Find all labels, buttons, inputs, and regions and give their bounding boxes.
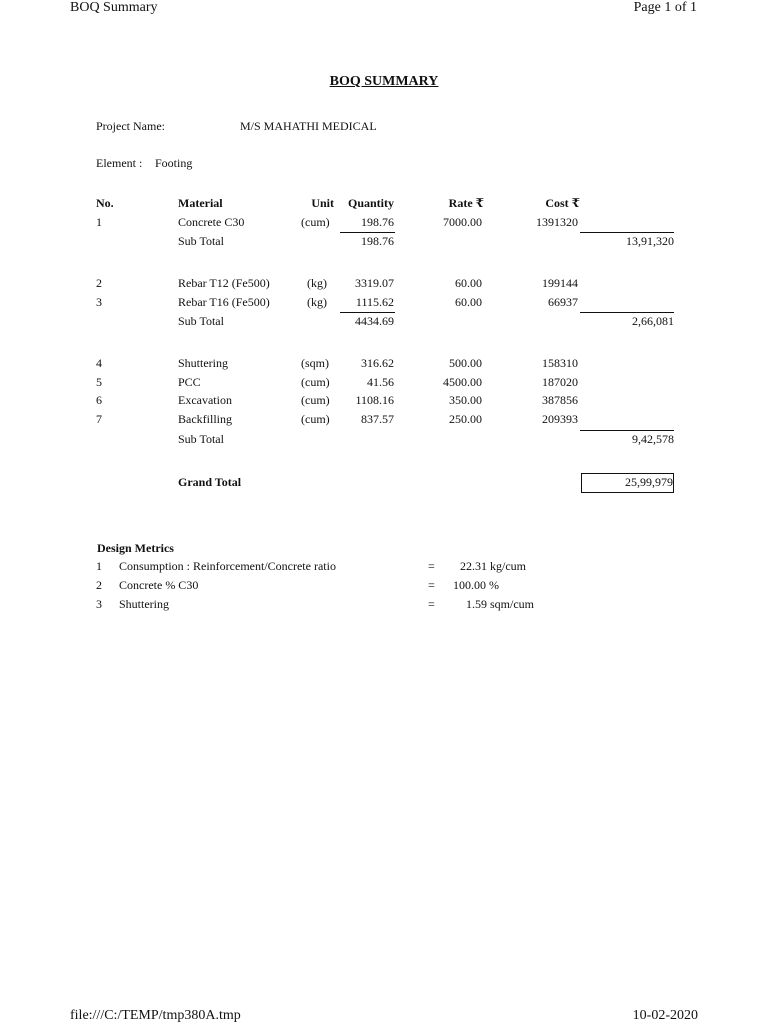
row-rate: 350.00 bbox=[449, 393, 482, 407]
row-no: 5 bbox=[96, 375, 102, 389]
row-unit: (cum) bbox=[301, 375, 330, 389]
row-cost: 209393 bbox=[542, 412, 578, 426]
row-rate: 60.00 bbox=[455, 276, 482, 290]
row-rate: 250.00 bbox=[449, 412, 482, 426]
metric-value: 1.59 sqm/cum bbox=[466, 597, 534, 611]
metric-label: Consumption : Reinforcement/Concrete ratio bbox=[119, 559, 336, 573]
element-value: Footing bbox=[155, 156, 193, 170]
row-no: 7 bbox=[96, 412, 102, 426]
row-unit: (cum) bbox=[301, 215, 330, 229]
metric-equals: = bbox=[428, 597, 435, 611]
metric-no: 2 bbox=[96, 578, 102, 592]
subtotal-label: Sub Total bbox=[178, 234, 224, 248]
project-name-value: M/S MAHATHI MEDICAL bbox=[240, 119, 377, 133]
row-material: PCC bbox=[178, 375, 201, 389]
col-header-quantity: Quantity bbox=[347, 196, 394, 210]
element-label: Element : bbox=[96, 156, 143, 170]
row-quantity: 1108.16 bbox=[355, 393, 394, 407]
document-title: BOQ SUMMARY bbox=[329, 74, 439, 89]
metric-label: Shuttering bbox=[119, 597, 169, 611]
subtotal-label: Sub Total bbox=[178, 432, 224, 446]
row-cost: 199144 bbox=[542, 276, 578, 290]
row-cost: 187020 bbox=[542, 375, 578, 389]
col-header-material: Material bbox=[178, 196, 223, 210]
metric-equals: = bbox=[428, 559, 435, 573]
metric-equals: = bbox=[428, 578, 435, 592]
row-unit: (cum) bbox=[301, 412, 330, 426]
subtotal-total-rule bbox=[580, 232, 674, 233]
row-no: 2 bbox=[96, 276, 102, 290]
subtotal-total: 13,91,320 bbox=[626, 234, 674, 248]
print-footer-url: file:///C:/TEMP/tmp380A.tmp bbox=[70, 1008, 241, 1023]
row-cost: 1391320 bbox=[536, 215, 578, 229]
row-no: 6 bbox=[96, 393, 102, 407]
row-no: 3 bbox=[96, 295, 102, 309]
row-rate: 7000.00 bbox=[443, 215, 482, 229]
grand-total-label: Grand Total bbox=[178, 475, 242, 489]
row-material: Shuttering bbox=[178, 356, 228, 370]
row-material: Excavation bbox=[178, 393, 232, 407]
row-quantity: 198.76 bbox=[361, 215, 394, 229]
subtotal-quantity-rule bbox=[340, 312, 395, 313]
row-cost: 158310 bbox=[542, 356, 578, 370]
subtotal-total-rule bbox=[580, 312, 674, 313]
subtotal-label: Sub Total bbox=[178, 314, 224, 328]
row-material: Concrete C30 bbox=[178, 215, 245, 229]
row-unit: (kg) bbox=[307, 295, 327, 309]
row-quantity: 3319.07 bbox=[355, 276, 394, 290]
row-quantity: 1115.62 bbox=[355, 295, 394, 309]
row-no: 1 bbox=[96, 215, 102, 229]
row-unit: (sqm) bbox=[301, 356, 329, 370]
row-cost: 66937 bbox=[548, 295, 578, 309]
subtotal-total: 9,42,578 bbox=[632, 432, 674, 446]
row-rate: 60.00 bbox=[455, 295, 482, 309]
print-footer-date: 10-02-2020 bbox=[632, 1008, 698, 1023]
row-rate: 4500.00 bbox=[443, 375, 482, 389]
row-material: Rebar T12 (Fe500) bbox=[178, 276, 270, 290]
row-quantity: 316.62 bbox=[361, 356, 394, 370]
metric-no: 1 bbox=[96, 559, 102, 573]
row-material: Backfilling bbox=[178, 412, 232, 426]
col-header-unit: Unit bbox=[311, 196, 334, 210]
row-material: Rebar T16 (Fe500) bbox=[178, 295, 270, 309]
subtotal-quantity: 4434.69 bbox=[355, 314, 394, 328]
metric-label: Concrete % C30 bbox=[119, 578, 199, 592]
col-header-rate: Rate ₹ bbox=[448, 196, 484, 210]
project-name-label: Project Name: bbox=[96, 119, 165, 133]
col-header-cost: Cost ₹ bbox=[545, 196, 580, 210]
col-header-no: No. bbox=[96, 196, 114, 210]
row-no: 4 bbox=[96, 356, 102, 370]
design-metrics-title: Design Metrics bbox=[97, 541, 174, 555]
grand-total-value: 25,99,979 bbox=[625, 475, 673, 489]
metric-value: 22.31 kg/cum bbox=[460, 559, 526, 573]
subtotal-quantity: 198.76 bbox=[361, 234, 394, 248]
row-unit: (cum) bbox=[301, 393, 330, 407]
subtotal-total-rule bbox=[580, 430, 674, 431]
row-unit: (kg) bbox=[307, 276, 327, 290]
print-header-page: Page 1 of 1 bbox=[633, 0, 697, 15]
row-quantity: 837.57 bbox=[361, 412, 394, 426]
print-header-title: BOQ Summary bbox=[70, 0, 158, 15]
row-quantity: 41.56 bbox=[367, 375, 394, 389]
row-rate: 500.00 bbox=[449, 356, 482, 370]
metric-value: 100.00 % bbox=[453, 578, 499, 592]
subtotal-total: 2,66,081 bbox=[632, 314, 674, 328]
metric-no: 3 bbox=[96, 597, 102, 611]
row-cost: 387856 bbox=[542, 393, 578, 407]
subtotal-quantity-rule bbox=[340, 232, 395, 233]
